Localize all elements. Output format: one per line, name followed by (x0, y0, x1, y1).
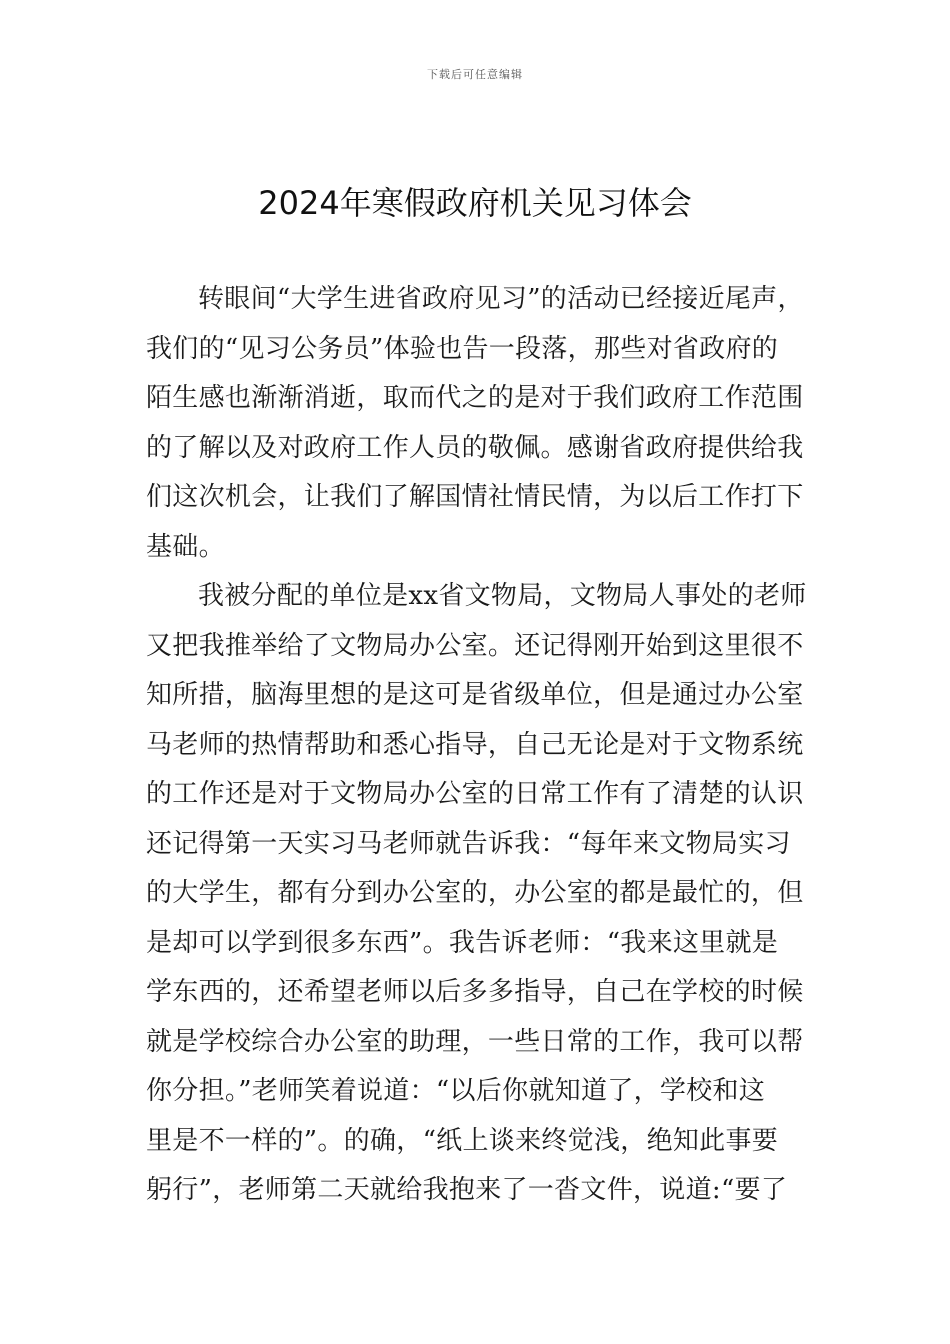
body-line: 里是不一样的”。的确，“纸上谈来终觉浅，绝知此事要 (146, 1125, 779, 1156)
body-line: 们这次机会，让我们了解国情社情民情，为以后工作打下 (146, 482, 804, 512)
body-line: 基础。 (146, 531, 225, 562)
body-line: 的工作还是对于文物局办公室的日常工作有了清楚的认识 (146, 779, 804, 809)
body-line: 又把我推举给了文物局办公室。还记得刚开始到这里很不 (146, 630, 804, 661)
body-line: 陌生感也渐渐消逝，取而代之的是对于我们政府工作范围 (146, 383, 804, 413)
body-line: 我被分配的单位是xx省文物局，文物局人事处的老师 (198, 581, 807, 611)
body-line: 的了解以及对政府工作人员的敬佩。感谢省政府提供给我 (146, 432, 804, 463)
document-title: 2024年寒假政府机关见习体会 (258, 184, 692, 222)
document-body (146, 275, 808, 1216)
body-line: 还记得第一天实习马老师就告诉我：“每年来文物局实习 (146, 828, 791, 859)
body-line: 学东西的，还希望老师以后多多指导，自己在学校的时候 (146, 977, 804, 1007)
body-line: 的大学生，都有分到办公室的，办公室的都是最忙的，但 (146, 878, 804, 908)
body-line: 知所措，脑海里想的是这可是省级单位，但是通过办公室 (146, 680, 804, 710)
body-line: 马老师的热情帮助和悉心指导，自己无论是对于文物系统 (146, 729, 804, 760)
body-line: 你分担。”老师笑着说道：“以后你就知道了，学校和这 (146, 1076, 766, 1106)
body-line: 就是学校综合办公室的助理，一些日常的工作，我可以帮 (146, 1026, 804, 1057)
body-line: 躬行”，老师第二天就给我抱来了一沓文件，说道:“要了 (146, 1175, 788, 1205)
body-line: 我们的“见习公务员”体验也告一段落，那些对省政府的 (146, 333, 779, 364)
page-header-note: 下载后可任意编辑 (427, 68, 523, 81)
body-line: 是却可以学到很多东西”。我告诉老师：“我来这里就是 (146, 927, 779, 958)
body-line: 转眼间“大学生进省政府见习”的活动已经接近尾声， (198, 284, 804, 314)
